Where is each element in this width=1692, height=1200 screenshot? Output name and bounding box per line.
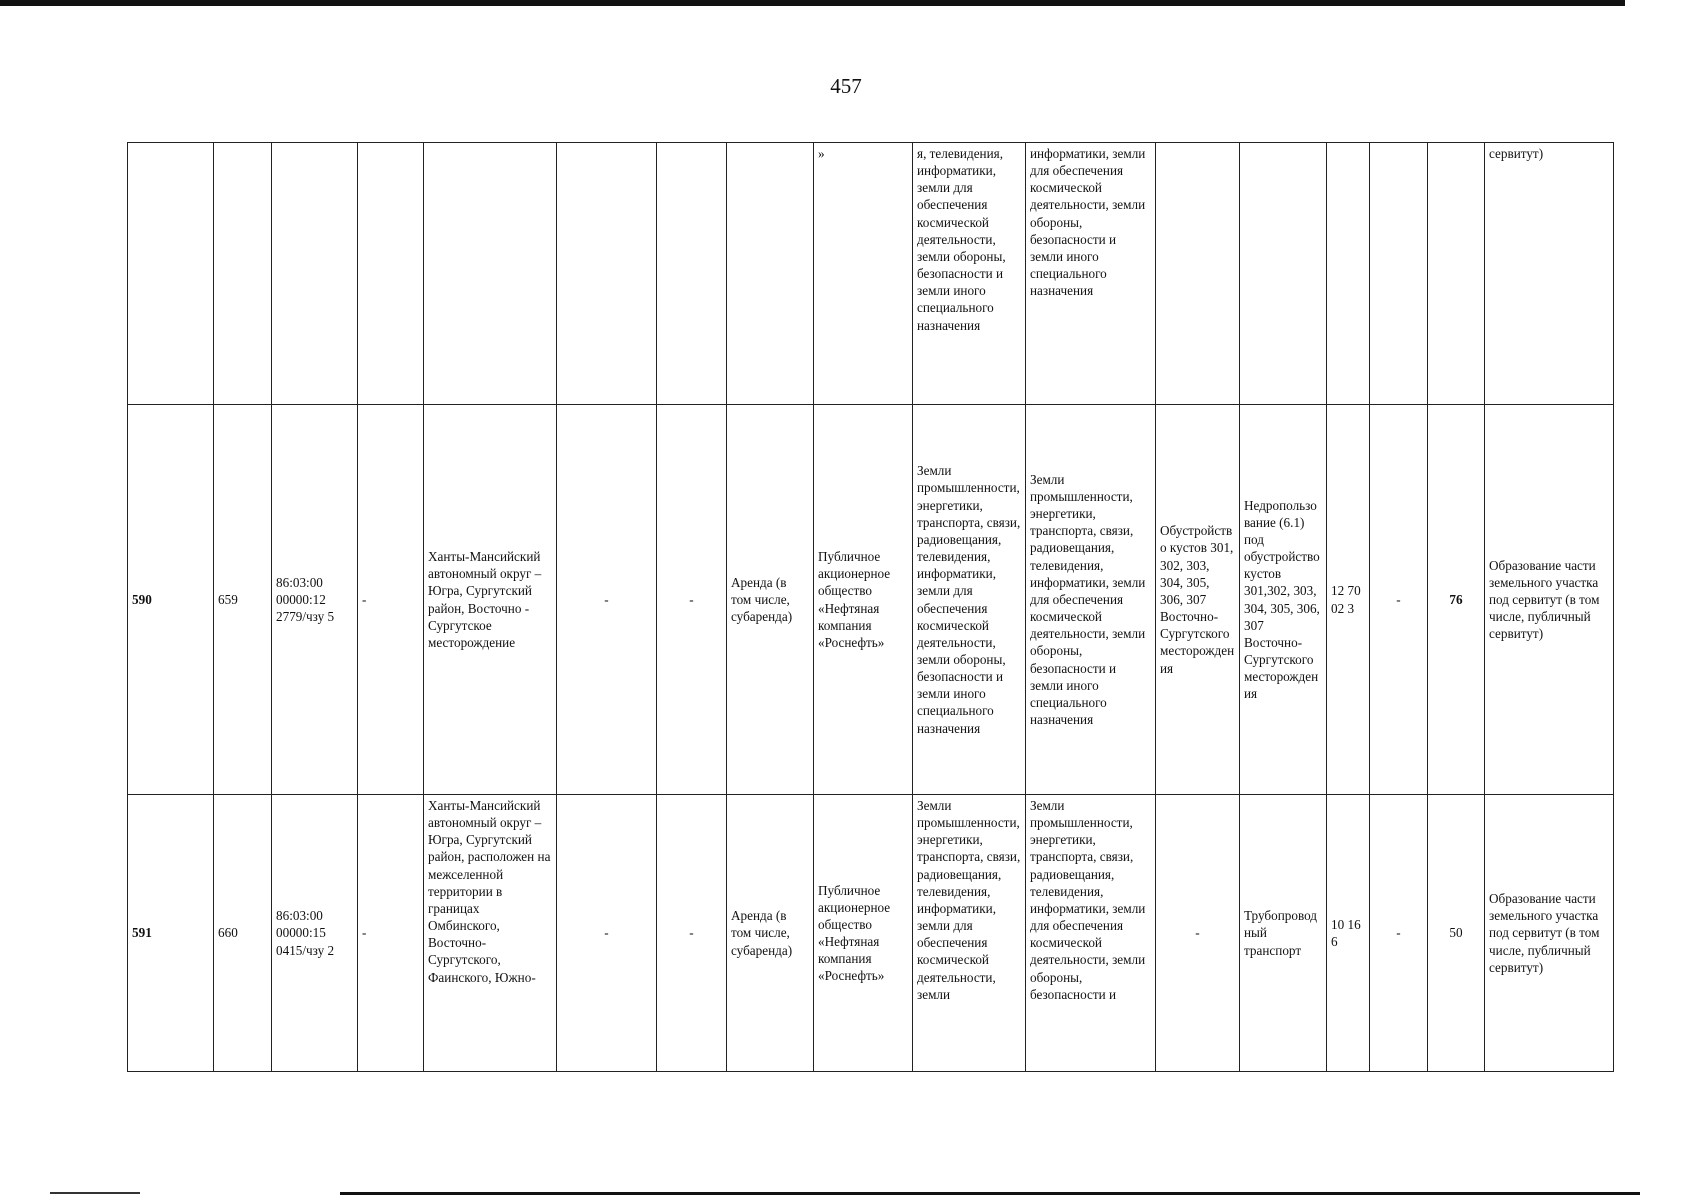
- cell-category: Земли промышленности, энергетики, транспорта, связи, радиовещания, телевидения, информатики, земли для обеспечения космической деятельности, земли обороны, безопасности и земли иного специального назначения: [913, 405, 1026, 795]
- cell-col4: [358, 143, 424, 405]
- cell-location: Ханты-Мансийский автономный округ – Югра, Сургутский район, расположен на межселенной территории в границах Омбинского, Восточно-Сургутского, Фаинского, Южно-: [424, 795, 557, 1072]
- cell-use-2: [1240, 143, 1327, 405]
- cell-use: [1156, 143, 1240, 405]
- cell-col6: -: [557, 405, 657, 795]
- page-number: 457: [830, 74, 862, 98]
- cell-use: -: [1156, 795, 1240, 1072]
- cell-area: 50: [1428, 795, 1485, 1072]
- cell-col14: 12 70 02 3: [1327, 405, 1370, 795]
- cell-col4: -: [358, 405, 424, 795]
- cell-category-2: информатики, земли для обеспечения космической деятельности, земли обороны, безопасности и земли иного специального назначения: [1026, 143, 1156, 405]
- cell-purpose: Образование части земельного участка под сервитут (в том числе, публичный сервитут): [1485, 405, 1614, 795]
- scan-edge-top: [0, 0, 1625, 6]
- cell-col15: -: [1370, 795, 1428, 1072]
- cell-holder: Публичное акционерное общество «Нефтяная компания «Роснефть»: [814, 405, 913, 795]
- cell-purpose: сервитут): [1485, 143, 1614, 405]
- cell-col4: -: [358, 795, 424, 1072]
- cell-id: [214, 143, 272, 405]
- cell-col7: -: [657, 405, 727, 795]
- scan-edge-bottom: [340, 1192, 1640, 1195]
- cell-cadastral: [272, 143, 358, 405]
- cell-col6: -: [557, 795, 657, 1072]
- cell-right: Аренда (в том числе, субаренда): [727, 405, 814, 795]
- table-row: [128, 405, 1614, 795]
- cell-category-2: Земли промышленности, энергетики, транспорта, связи, радиовещания, телевидения, информатики, земли для обеспечения космической деятельности, земли обороны, безопасности и земли иного специального назначения: [1026, 405, 1156, 795]
- cell-area: [1428, 143, 1485, 405]
- cell-col7: -: [657, 795, 727, 1072]
- cell-col15: [1370, 143, 1428, 405]
- cell-category-2: Земли промышленности, энергетики, транспорта, связи, радиовещания, телевидения, информатики, земли для обеспечения космической деятельности, земли обороны, безопасности и: [1026, 795, 1156, 1072]
- cell-location: Ханты-Мансийский автономный округ – Югра, Сургутский район, Восточно - Сургутское месторождение: [424, 405, 557, 795]
- cell-id: 659: [214, 405, 272, 795]
- cell-use: Обустройство кустов 301, 302, 303, 304, 305, 306, 307 Восточно-Сургутского месторождения: [1156, 405, 1240, 795]
- cell-right: Аренда (в том числе, субаренда): [727, 795, 814, 1072]
- cell-col7: [657, 143, 727, 405]
- cell-area: 76: [1428, 405, 1485, 795]
- cell-use-2: Недропользование (6.1) под обустройство кустов 301,302, 303, 304, 305, 306, 307 Восточно-Сургутского месторождения: [1240, 405, 1327, 795]
- scan-edge-bottom-left: [50, 1192, 140, 1194]
- cell-category: Земли промышленности, энергетики, транспорта, связи, радиовещания, телевидения, информатики, земли для обеспечения космической деятельности, земли: [913, 795, 1026, 1072]
- cell-id: 660: [214, 795, 272, 1072]
- cell-num: 590: [128, 405, 214, 795]
- cell-right: [727, 143, 814, 405]
- cell-col6: [557, 143, 657, 405]
- cell-num: [128, 143, 214, 405]
- cell-col14: 10 16 6: [1327, 795, 1370, 1072]
- cell-category: я, телевидения, информатики, земли для обеспечения космической деятельности, земли обороны, безопасности и земли иного специального назначения: [913, 143, 1026, 405]
- cell-col14: [1327, 143, 1370, 405]
- cell-holder: »: [814, 143, 913, 405]
- cell-location: [424, 143, 557, 405]
- cell-use-2: Трубопроводный транспорт: [1240, 795, 1327, 1072]
- table-row: [128, 795, 1614, 1072]
- cell-cadastral: 86:03:00 00000:12 2779/чзу 5: [272, 405, 358, 795]
- land-register-table: [127, 142, 1614, 1072]
- cell-holder: Публичное акционерное общество «Нефтяная компания «Роснефть»: [814, 795, 913, 1072]
- cell-col15: -: [1370, 405, 1428, 795]
- cell-purpose: Образование части земельного участка под сервитут (в том числе, публичный сервитут): [1485, 795, 1614, 1072]
- table-row: [128, 143, 1614, 405]
- cell-num: 591: [128, 795, 214, 1072]
- cell-cadastral: 86:03:00 00000:15 0415/чзу 2: [272, 795, 358, 1072]
